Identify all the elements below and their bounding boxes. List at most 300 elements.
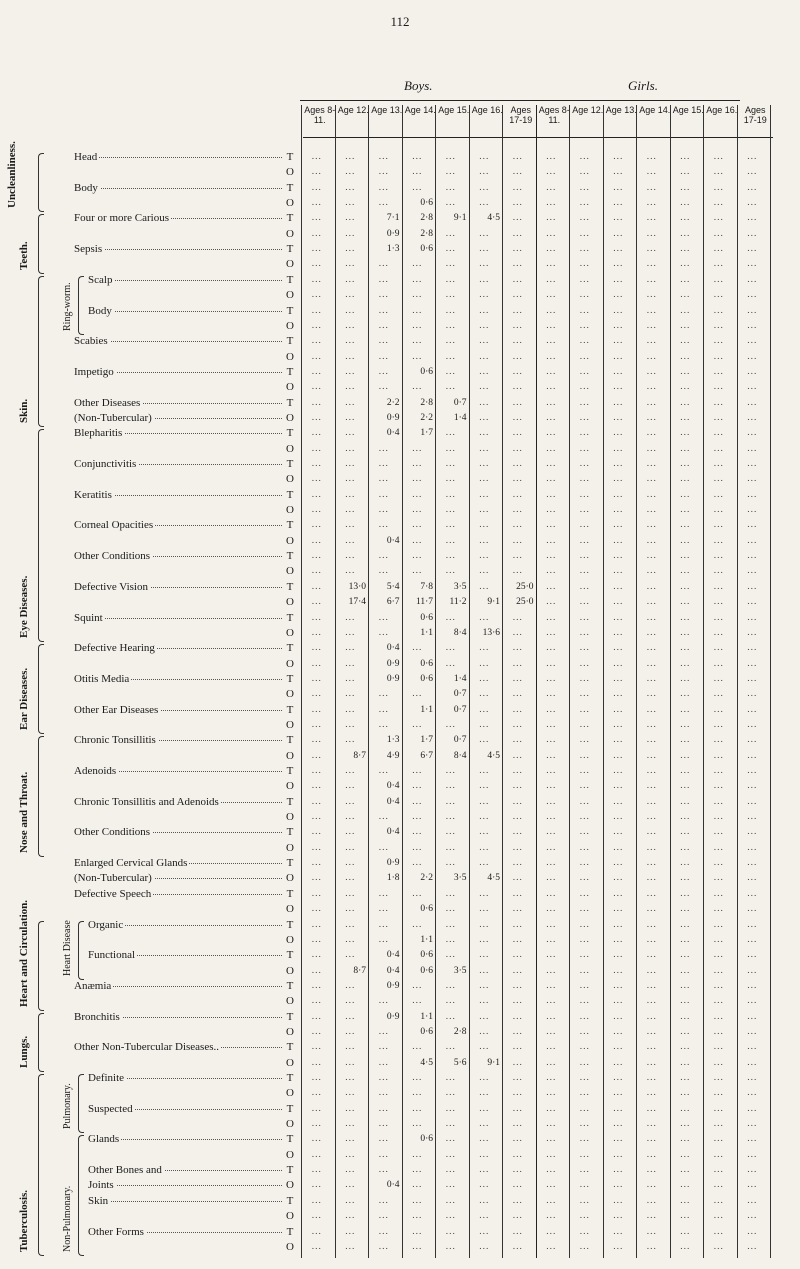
table-cell: ... <box>646 1195 657 1206</box>
table-cell: ... <box>378 904 389 915</box>
table-cell: ... <box>311 412 322 423</box>
row-code: O <box>286 1210 294 1223</box>
row-label-text: Chronic Tonsillitis <box>74 734 156 747</box>
row-code: T <box>286 887 294 900</box>
table-cell: ... <box>479 950 490 961</box>
table-cell: ... <box>345 735 356 746</box>
table-cell: ... <box>747 1134 758 1145</box>
column-rule <box>770 105 771 1258</box>
column-header: Ages 8-11. <box>304 105 336 125</box>
table-cell: ... <box>345 904 356 915</box>
table-cell: ... <box>512 1134 523 1145</box>
table-cell: ... <box>311 873 322 884</box>
table-cell: ... <box>445 719 456 730</box>
table-cell: ... <box>680 505 691 516</box>
table-cell: ... <box>546 704 557 715</box>
table-cell: ... <box>378 305 389 316</box>
table-cell: ... <box>479 719 490 730</box>
table-cell: ... <box>345 842 356 853</box>
table-cell: ... <box>680 1226 691 1237</box>
row-code: T <box>286 181 294 194</box>
table-cell: ... <box>579 735 590 746</box>
row-code: O <box>286 534 294 547</box>
table-cell: ... <box>412 305 423 316</box>
table-cell: 9·1 <box>487 1057 500 1068</box>
table-cell: ... <box>579 612 590 623</box>
table-cell: ... <box>345 320 356 331</box>
table-cell: ... <box>479 428 490 439</box>
table-cell: 0·4 <box>386 827 400 838</box>
table-cell: 2·2 <box>420 412 433 423</box>
table-cell: ... <box>680 474 691 485</box>
row-code: T <box>286 1041 294 1054</box>
table-cell: ... <box>512 1042 523 1053</box>
table-cell: ... <box>378 627 389 638</box>
table-cell: 0·6 <box>420 658 433 669</box>
table-cell: ... <box>747 888 758 899</box>
table-cell: ... <box>378 1057 389 1068</box>
table-cell: ... <box>412 1042 423 1053</box>
table-cell: ... <box>713 581 724 592</box>
table-cell: ... <box>445 320 456 331</box>
table-cell: ... <box>479 1026 490 1037</box>
row-label-text: Defective Vision <box>74 580 148 593</box>
table-cell: ... <box>747 1011 758 1022</box>
table-cell: ... <box>412 1073 423 1083</box>
row-label <box>74 857 292 869</box>
row-label <box>74 1041 292 1053</box>
table-cell: ... <box>613 397 624 408</box>
row-label-text: (Non-Tubercular) <box>74 872 152 885</box>
table-cell: ... <box>680 766 691 776</box>
table-cell: ... <box>747 182 758 193</box>
table-cell: ... <box>378 320 389 331</box>
table-cell: ... <box>512 505 523 516</box>
table-cell: 2·8 <box>420 228 433 239</box>
table-cell: ... <box>680 1134 691 1145</box>
table-cell: ... <box>512 1226 523 1237</box>
table-cell: ... <box>479 980 490 991</box>
table-cell: ... <box>613 167 624 178</box>
table-cell: ... <box>680 1149 691 1160</box>
table-cell: ... <box>546 228 557 239</box>
table-cell: ... <box>378 934 389 945</box>
table-cell: 2·8 <box>420 213 433 224</box>
table-cell: ... <box>646 412 657 423</box>
table-cell: ... <box>546 673 557 684</box>
table-cell: ... <box>311 1149 322 1160</box>
table-cell: ... <box>479 1119 490 1130</box>
table-cell: ... <box>713 888 724 899</box>
table-cell: ... <box>613 719 624 730</box>
table-cell: ... <box>512 796 523 807</box>
table-cell: ... <box>345 766 356 776</box>
table-cell: ... <box>345 244 356 255</box>
table-cell: ... <box>311 1211 322 1222</box>
table-cell: ... <box>747 766 758 776</box>
table-cell: ... <box>613 382 624 393</box>
table-cell: ... <box>713 796 724 807</box>
table-cell: ... <box>345 1180 356 1191</box>
table-cell: ... <box>479 1011 490 1022</box>
table-cell: ... <box>512 459 523 469</box>
table-cell: ... <box>445 980 456 991</box>
table-cell: ... <box>646 827 657 838</box>
table-cell: ... <box>646 996 657 1007</box>
table-cell: ... <box>445 459 456 469</box>
table-cell: ... <box>311 1195 322 1206</box>
table-cell: ... <box>680 1026 691 1037</box>
table-cell: ... <box>613 612 624 623</box>
table-cell: ... <box>613 796 624 807</box>
table-cell: ... <box>445 198 456 209</box>
row-code: T <box>286 304 294 317</box>
section-label: Heart and Circulation. <box>18 899 30 1007</box>
row-code: T <box>286 273 294 286</box>
table-cell: ... <box>747 412 758 423</box>
table-cell: ... <box>613 1195 624 1206</box>
table-cell: ... <box>613 1226 624 1237</box>
table-cell: ... <box>378 919 389 930</box>
table-cell: ... <box>345 351 356 362</box>
table-cell: ... <box>680 980 691 991</box>
table-cell: 0·6 <box>420 612 433 623</box>
row-code: T <box>286 1194 294 1207</box>
table-cell: ... <box>747 397 758 408</box>
table-cell: ... <box>479 934 490 945</box>
table-cell: ... <box>345 167 356 178</box>
table-cell: ... <box>713 1134 724 1145</box>
table-cell: 8·7 <box>353 750 366 761</box>
table-cell: ... <box>713 704 724 715</box>
table-cell: ... <box>613 182 624 193</box>
table-cell: ... <box>412 182 423 193</box>
table-cell: ... <box>445 904 456 915</box>
table-cell: ... <box>613 459 624 469</box>
table-cell: ... <box>445 1241 456 1252</box>
table-cell: ... <box>345 428 356 439</box>
row-label <box>88 919 292 931</box>
table-cell: ... <box>445 919 456 930</box>
table-cell: ... <box>747 873 758 884</box>
table-cell: ... <box>713 934 724 945</box>
table-cell: ... <box>546 965 557 976</box>
table-cell: ... <box>445 1011 456 1022</box>
table-cell: ... <box>713 1011 724 1022</box>
table-cell: ... <box>579 873 590 884</box>
table-cell: ... <box>479 888 490 899</box>
table-cell: ... <box>445 152 456 162</box>
table-cell: ... <box>311 551 322 562</box>
table-cell: ... <box>613 1073 624 1083</box>
table-cell: ... <box>546 320 557 331</box>
column-header: Age 15. <box>672 105 704 115</box>
table-cell: ... <box>479 1103 490 1114</box>
table-cell: ... <box>579 919 590 930</box>
table-cell: ... <box>512 735 523 746</box>
row-label <box>74 151 292 163</box>
table-cell: ... <box>412 766 423 776</box>
table-cell: ... <box>646 443 657 454</box>
table-cell: ... <box>747 290 758 301</box>
table-cell: ... <box>579 965 590 976</box>
table-cell: 0·7 <box>453 397 467 408</box>
table-cell: ... <box>345 443 356 454</box>
table-cell: ... <box>713 858 724 869</box>
table-cell: ... <box>680 535 691 546</box>
table-cell: ... <box>713 566 724 577</box>
table-cell: ... <box>747 1103 758 1114</box>
table-cell: ... <box>345 274 356 285</box>
row-code: O <box>286 933 294 946</box>
table-cell: ... <box>713 781 724 792</box>
table-cell: ... <box>646 474 657 485</box>
row-label-text: Suspected <box>88 1102 133 1115</box>
table-cell: ... <box>445 950 456 961</box>
table-cell: ... <box>345 290 356 301</box>
table-cell: ... <box>680 704 691 715</box>
table-cell: ... <box>613 505 624 516</box>
table-cell: ... <box>512 167 523 178</box>
column-header: Age 16. <box>471 105 503 115</box>
table-cell: ... <box>747 1026 758 1037</box>
table-cell: ... <box>445 336 456 347</box>
table-cell: ... <box>646 1180 657 1191</box>
table-cell: ... <box>546 904 557 915</box>
table-cell: ... <box>445 812 456 823</box>
table-cell: ... <box>345 812 356 823</box>
table-cell: 1·1 <box>420 1011 433 1022</box>
table-cell: ... <box>512 290 523 301</box>
table-cell: ... <box>613 244 624 255</box>
table-cell: 9·1 <box>453 213 467 224</box>
table-cell: ... <box>713 1165 724 1176</box>
row-label-text: Scabies <box>74 335 108 348</box>
table-cell: ... <box>512 643 523 654</box>
table-cell: ... <box>646 566 657 577</box>
row-label-text: Head <box>74 151 98 163</box>
table-cell: ... <box>680 459 691 469</box>
table-cell: ... <box>546 290 557 301</box>
table-cell: ... <box>311 996 322 1007</box>
table-cell: ... <box>412 796 423 807</box>
table-cell: ... <box>512 1026 523 1037</box>
table-cell: ... <box>713 1026 724 1037</box>
table-cell: ... <box>479 1073 490 1083</box>
table-cell: ... <box>646 735 657 746</box>
table-cell: ... <box>479 673 490 684</box>
table-cell: ... <box>646 704 657 715</box>
table-cell: ... <box>445 643 456 654</box>
row-code: O <box>286 780 294 793</box>
table-cell: ... <box>613 1180 624 1191</box>
table-cell: ... <box>680 244 691 255</box>
row-code: T <box>286 703 294 716</box>
row-label <box>74 826 292 838</box>
table-cell: ... <box>546 796 557 807</box>
table-cell: ... <box>747 980 758 991</box>
table-cell: ... <box>311 673 322 684</box>
table-cell: ... <box>479 1195 490 1206</box>
table-cell: ... <box>512 904 523 915</box>
row-label-text: Other Forms <box>88 1225 144 1238</box>
table-cell: ... <box>445 382 456 393</box>
table-cell: ... <box>512 1011 523 1022</box>
table-cell: ... <box>345 1073 356 1083</box>
table-cell: 8·4 <box>453 750 467 761</box>
table-cell: 4·5 <box>487 873 500 884</box>
table-cell: ... <box>412 274 423 285</box>
table-cell: ... <box>747 658 758 669</box>
table-cell: ... <box>713 1073 724 1083</box>
row-code: T <box>286 365 294 378</box>
table-cell: ... <box>311 781 322 792</box>
table-cell: ... <box>546 1211 557 1222</box>
table-cell: 13·0 <box>348 581 366 592</box>
table-cell: ... <box>546 1241 557 1252</box>
row-code: O <box>286 657 294 670</box>
table-cell: ... <box>546 597 557 608</box>
table-cell: ... <box>713 612 724 623</box>
row-label-text: Corneal Opacities <box>74 519 154 532</box>
table-cell: 0·9 <box>386 228 400 239</box>
table-cell: ... <box>345 259 356 270</box>
table-cell: 4·5 <box>420 1057 433 1068</box>
row-label-text: Enlarged Cervical Glands <box>74 857 188 870</box>
table-cell: ... <box>546 781 557 792</box>
table-cell: ... <box>613 290 624 301</box>
table-cell: ... <box>747 551 758 562</box>
table-cell: ... <box>680 382 691 393</box>
row-code: T <box>286 795 294 808</box>
table-cell: ... <box>311 244 322 255</box>
section-brace <box>78 276 84 335</box>
table-cell: ... <box>378 259 389 270</box>
table-cell: ... <box>579 551 590 562</box>
table-cell: ... <box>747 1241 758 1252</box>
table-cell: ... <box>579 443 590 454</box>
table-cell: ... <box>378 366 389 377</box>
table-cell: 0·4 <box>386 796 400 807</box>
table-cell: 0·6 <box>420 366 433 377</box>
table-cell: ... <box>747 198 758 209</box>
table-cell: ... <box>747 366 758 377</box>
table-cell: ... <box>680 489 691 500</box>
row-label-text: Scalp <box>88 273 113 286</box>
table-cell: ... <box>412 1226 423 1237</box>
table-cell: ... <box>613 1057 624 1068</box>
table-cell: ... <box>345 1057 356 1068</box>
table-cell: ... <box>680 796 691 807</box>
section-label: Teeth. <box>18 241 30 270</box>
table-cell: ... <box>613 934 624 945</box>
table-cell: ... <box>680 397 691 408</box>
table-cell: ... <box>378 167 389 178</box>
row-label-text: Sepsis <box>74 243 103 256</box>
table-cell: 0·6 <box>420 950 433 961</box>
table-cell: ... <box>713 965 724 976</box>
table-cell: ... <box>579 152 590 162</box>
table-cell: ... <box>445 1195 456 1206</box>
table-cell: ... <box>579 1057 590 1068</box>
row-code: T <box>286 519 294 532</box>
table-cell: ... <box>345 1149 356 1160</box>
table-cell: ... <box>646 1149 657 1160</box>
table-cell: ... <box>579 1149 590 1160</box>
table-cell: ... <box>512 781 523 792</box>
table-cell: 4·9 <box>386 750 400 761</box>
table-cell: ... <box>713 1103 724 1114</box>
table-cell: ... <box>412 1211 423 1222</box>
table-cell: ... <box>412 980 423 991</box>
table-cell: ... <box>713 689 724 700</box>
table-cell: ... <box>479 1165 490 1176</box>
table-cell: ... <box>579 812 590 823</box>
table-cell: ... <box>613 1119 624 1130</box>
table-cell: ... <box>613 689 624 700</box>
table-cell: ... <box>479 996 490 1007</box>
table-cell: ... <box>546 934 557 945</box>
table-cell: ... <box>479 858 490 869</box>
table-cell: ... <box>579 1103 590 1114</box>
table-cell: 0·7 <box>453 689 467 700</box>
table-cell: ... <box>613 489 624 500</box>
table-cell: ... <box>345 796 356 807</box>
table-cell: ... <box>546 1026 557 1037</box>
row-label-text: Glands <box>88 1133 120 1146</box>
table-cell: ... <box>479 766 490 776</box>
table-cell: ... <box>311 1103 322 1114</box>
column-header: Age 14. <box>404 105 436 115</box>
table-cell: ... <box>713 812 724 823</box>
table-cell: ... <box>512 305 523 316</box>
section-brace <box>78 1135 84 1256</box>
section-brace <box>38 644 44 734</box>
table-cell: ... <box>512 397 523 408</box>
section-label: Ring-worm. <box>62 282 73 332</box>
table-cell: ... <box>412 520 423 531</box>
table-cell: ... <box>579 198 590 209</box>
table-cell: ... <box>345 719 356 730</box>
table-cell: ... <box>579 597 590 608</box>
table-cell: ... <box>680 827 691 838</box>
table-cell: ... <box>579 842 590 853</box>
leader-dots <box>88 1185 282 1186</box>
table-cell: ... <box>613 551 624 562</box>
table-cell: 1·7 <box>420 428 433 439</box>
row-label <box>74 458 292 470</box>
row-label <box>88 305 292 317</box>
table-cell: ... <box>680 152 691 162</box>
table-cell: ... <box>579 290 590 301</box>
table-cell: ... <box>311 1180 322 1191</box>
table-cell: ... <box>680 1211 691 1222</box>
table-cell: ... <box>311 320 322 331</box>
table-cell: ... <box>345 627 356 638</box>
table-cell: 0·9 <box>386 412 400 423</box>
table-cell: ... <box>378 520 389 531</box>
table-cell: ... <box>512 382 523 393</box>
table-cell: ... <box>546 735 557 746</box>
table-cell: ... <box>546 827 557 838</box>
table-cell: 11·2 <box>449 597 467 608</box>
table-cell: ... <box>646 796 657 807</box>
table-cell: ... <box>546 305 557 316</box>
table-cell: ... <box>579 796 590 807</box>
table-cell: ... <box>378 489 389 500</box>
table-cell: 2·2 <box>386 397 400 408</box>
table-cell: 6·7 <box>420 750 433 761</box>
